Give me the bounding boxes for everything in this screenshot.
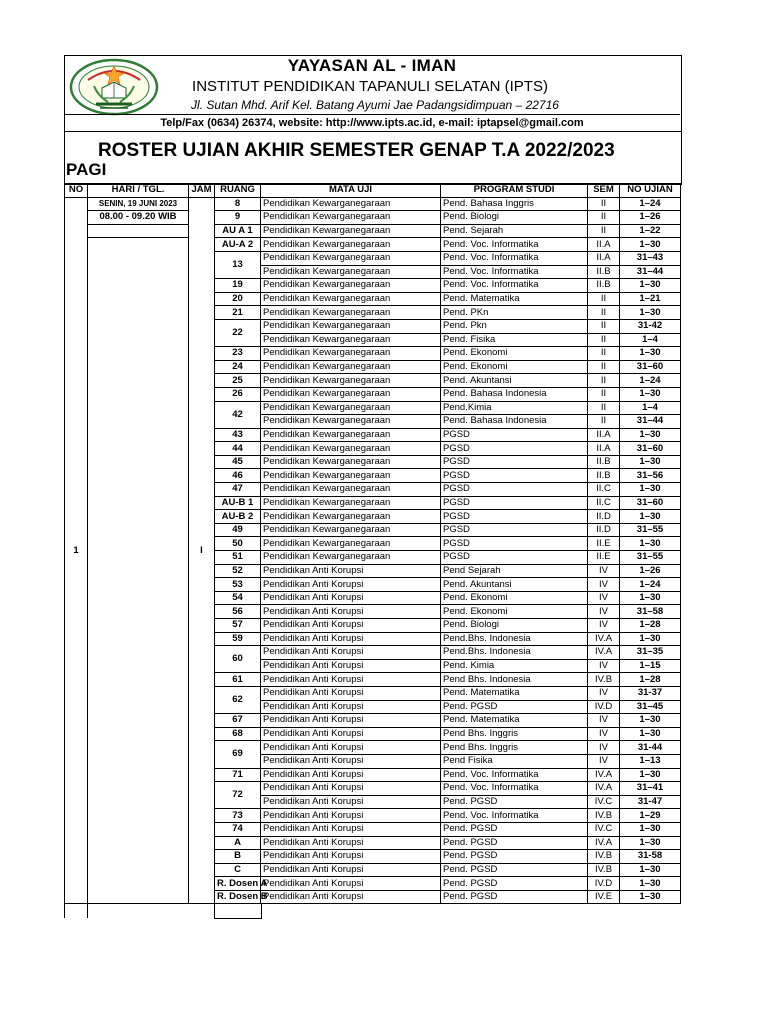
cell-program-studi: PGSD (441, 523, 588, 537)
cell-ruang: R. Dosen B (215, 890, 261, 904)
cell-program-studi: Pend. Voc. Informatika (441, 809, 588, 823)
cell-mata-uji: Pendidikan Kewarganegaraan (261, 415, 441, 429)
cell-no-ujian: 31-44 (620, 741, 681, 755)
cell-sem: IV.E (588, 890, 620, 904)
cell-sem: IV.B (588, 850, 620, 864)
cell-no-ujian: 31-47 (620, 795, 681, 809)
cell-ruang: 60 (215, 646, 261, 673)
cell-ruang: 49 (215, 523, 261, 537)
cell-mata-uji: Pendidikan Kewarganegaraan (261, 455, 441, 469)
cell-ruang: 23 (215, 347, 261, 361)
cell-mata-uji: Pendidikan Kewarganegaraan (261, 523, 441, 537)
cell-mata-uji: Pendidikan Kewarganegaraan (261, 224, 441, 238)
cell-no-ujian: 31–55 (620, 523, 681, 537)
cell-program-studi: Pend. PGSD (441, 863, 588, 877)
cell-sem: IV (588, 741, 620, 755)
cell-sem: IV (588, 686, 620, 700)
cell-ruang: AU-A 2 (215, 238, 261, 252)
cell-ruang: 72 (215, 782, 261, 809)
cell-no-ujian: 1–30 (620, 510, 681, 524)
cell-no-ujian: 31–60 (620, 496, 681, 510)
cell-program-studi: PGSD (441, 551, 588, 565)
cell-sem: IV.A (588, 836, 620, 850)
cell-sem: II (588, 224, 620, 238)
cell-program-studi: Pend. Matematika (441, 714, 588, 728)
cell-ruang: 68 (215, 727, 261, 741)
cell-no-ujian: 1–30 (620, 591, 681, 605)
column-header-sem: SEM (588, 184, 620, 198)
cell-mata-uji: Pendidikan Anti Korupsi (261, 741, 441, 755)
cell-sem: II.D (588, 510, 620, 524)
cell-sem: IV.B (588, 673, 620, 687)
cell-mata-uji: Pendidikan Anti Korupsi (261, 850, 441, 864)
cell-ruang: 46 (215, 469, 261, 483)
cell-no-ujian: 1–29 (620, 809, 681, 823)
cell-sem: II (588, 374, 620, 388)
cell-mata-uji: Pendidikan Anti Korupsi (261, 578, 441, 592)
cell-sem: II.B (588, 455, 620, 469)
cell-mata-uji: Pendidikan Anti Korupsi (261, 605, 441, 619)
cell-ruang: 51 (215, 551, 261, 565)
cell-mata-uji: Pendidikan Kewarganegaraan (261, 428, 441, 442)
cell-mata-uji: Pendidikan Anti Korupsi (261, 754, 441, 768)
cell-ruang: 71 (215, 768, 261, 782)
cell-ruang: 9 (215, 211, 261, 225)
cell-no-ujian: 31–44 (620, 415, 681, 429)
cell-sem: II.A (588, 442, 620, 456)
cell-ruang: 74 (215, 822, 261, 836)
cell-sem: IV (588, 754, 620, 768)
cell-mata-uji: Pendidikan Anti Korupsi (261, 619, 441, 633)
cell-program-studi: PGSD (441, 483, 588, 497)
cell-jam: I (189, 197, 215, 904)
cell-program-studi: PGSD (441, 428, 588, 442)
cell-no-ujian: 1–30 (620, 455, 681, 469)
cell-program-studi: Pend. Voc. Informatika (441, 251, 588, 265)
cell-no-ujian: 31–58 (620, 605, 681, 619)
cell-mata-uji: Pendidikan Anti Korupsi (261, 768, 441, 782)
cell-no-ujian: 1–30 (620, 836, 681, 850)
cell-sem: IV (588, 619, 620, 633)
cell-program-studi: Pend.Bhs. Indonesia (441, 632, 588, 646)
cell-program-studi: Pend. Voc. Informatika (441, 279, 588, 293)
table-header-row (65, 184, 681, 198)
cell-ruang: 47 (215, 483, 261, 497)
cell-program-studi: Pend. Sejarah (441, 224, 588, 238)
cell-sem: IV (588, 714, 620, 728)
column-header-ruang: RUANG (215, 184, 261, 198)
cell-sem: IV.C (588, 795, 620, 809)
cell-no-ujian: 1–24 (620, 374, 681, 388)
cell-no-ujian: 1–13 (620, 754, 681, 768)
cell-ruang: 56 (215, 605, 261, 619)
cell-no-ujian: 1–28 (620, 673, 681, 687)
column-header-no: NO (65, 184, 88, 198)
cell-no-ujian: 1–30 (620, 768, 681, 782)
cell-ruang: AU-B 1 (215, 496, 261, 510)
cell-no-ujian: 1–30 (620, 632, 681, 646)
cell-ruang: 20 (215, 292, 261, 306)
cell-program-studi: Pend. PGSD (441, 822, 588, 836)
cell-program-studi: Pend. Voc. Informatika (441, 768, 588, 782)
cell-mata-uji: Pendidikan Anti Korupsi (261, 659, 441, 673)
cell-hari-time: 08.00 - 09.20 WIB (88, 211, 189, 225)
cell-sem: IV (588, 591, 620, 605)
cell-no-ujian: 31-58 (620, 850, 681, 864)
cell-no-ujian: 1–30 (620, 537, 681, 551)
cell-no-ujian: 31–45 (620, 700, 681, 714)
cell-ruang: 67 (215, 714, 261, 728)
cell-mata-uji: Pendidikan Kewarganegaraan (261, 265, 441, 279)
column-header-hari: HARI / TGL. (88, 184, 189, 198)
cell-program-studi: Pend. Voc. Informatika (441, 238, 588, 252)
cell-program-studi: Pend. Voc. Informatika (441, 265, 588, 279)
cell-ruang: A (215, 836, 261, 850)
cell-ruang: 73 (215, 809, 261, 823)
cell-program-studi: Pend. Biologi (441, 211, 588, 225)
cell-no-ujian: 1–30 (620, 347, 681, 361)
cell-no-ujian: 1–30 (620, 279, 681, 293)
cell-mata-uji: Pendidikan Kewarganegaraan (261, 360, 441, 374)
cell-ruang: 24 (215, 360, 261, 374)
cell-sem: II.B (588, 469, 620, 483)
cell-program-studi: Pend.Kimia (441, 401, 588, 415)
cell-no-ujian: 31–41 (620, 782, 681, 796)
cell-no-ujian: 1–30 (620, 727, 681, 741)
cell-sem: II (588, 401, 620, 415)
table-row (65, 238, 681, 252)
table-row (65, 224, 681, 238)
cell-sem: II (588, 197, 620, 211)
cell-sem: IV.B (588, 863, 620, 877)
cell-program-studi: Pend Bhs. Inggris (441, 741, 588, 755)
cell-program-studi: Pend. Bahasa Inggris (441, 197, 588, 211)
cell-sem: IV (588, 727, 620, 741)
cell-mata-uji: Pendidikan Kewarganegaraan (261, 333, 441, 347)
cell-ruang: AU-B 2 (215, 510, 261, 524)
cell-sem: II (588, 211, 620, 225)
cell-program-studi: Pend. PGSD (441, 890, 588, 904)
cell-sem: II.C (588, 496, 620, 510)
cell-ruang: 43 (215, 428, 261, 442)
cell-sem: IV.A (588, 768, 620, 782)
cell-ruang: 8 (215, 197, 261, 211)
cell-program-studi: Pend Bhs. Indonesia (441, 673, 588, 687)
cell-ruang: 57 (215, 619, 261, 633)
cell-ruang: 50 (215, 537, 261, 551)
cell-hari-date: SENIN, 19 JUNI 2023 (88, 197, 189, 211)
cell-no-ujian: 1–30 (620, 877, 681, 891)
cell-ruang: 13 (215, 251, 261, 278)
cell-program-studi: Pend.Bhs. Indonesia (441, 646, 588, 660)
cell-ruang: 61 (215, 673, 261, 687)
cell-program-studi: Pend. PGSD (441, 850, 588, 864)
cell-ruang: R. Dosen A (215, 877, 261, 891)
cell-program-studi: Pend. PGSD (441, 877, 588, 891)
column-header-mata-uji: MATA UJI (261, 184, 441, 198)
cell-ruang: C (215, 863, 261, 877)
cell-no-ujian: 1–30 (620, 238, 681, 252)
cell-ruang: 19 (215, 279, 261, 293)
cell-no-ujian: 31–55 (620, 551, 681, 565)
cell-program-studi: PGSD (441, 469, 588, 483)
cell-program-studi: Pend. Bahasa Indonesia (441, 415, 588, 429)
cell-no-ujian: 1–24 (620, 578, 681, 592)
cell-ruang: 44 (215, 442, 261, 456)
cell-program-studi: Pend. Ekonomi (441, 605, 588, 619)
cell-program-studi: Pend Sejarah (441, 564, 588, 578)
cell-program-studi: Pend. Akuntansi (441, 374, 588, 388)
cell-sem: IV (588, 659, 620, 673)
cell-program-studi: Pend. Bahasa Indonesia (441, 387, 588, 401)
cell-sem: II (588, 347, 620, 361)
cell-program-studi: Pend. Ekonomi (441, 591, 588, 605)
table-tail-cell (214, 904, 262, 919)
cell-sem: II (588, 306, 620, 320)
cell-mata-uji: Pendidikan Anti Korupsi (261, 646, 441, 660)
cell-no-ujian: 31–44 (620, 265, 681, 279)
cell-sem: IV.D (588, 877, 620, 891)
cell-program-studi: Pend. Matematika (441, 292, 588, 306)
cell-mata-uji: Pendidikan Kewarganegaraan (261, 238, 441, 252)
cell-mata-uji: Pendidikan Kewarganegaraan (261, 496, 441, 510)
cell-sem: IV.B (588, 809, 620, 823)
cell-no-ujian: 1–15 (620, 659, 681, 673)
table-row (65, 211, 681, 225)
cell-program-studi: Pend. Fisika (441, 333, 588, 347)
cell-ruang: 26 (215, 387, 261, 401)
cell-sem: IV.D (588, 700, 620, 714)
cell-no-ujian: 31–43 (620, 251, 681, 265)
cell-program-studi: Pend. Ekonomi (441, 360, 588, 374)
cell-no-ujian: 1–30 (620, 483, 681, 497)
cell-sem: II (588, 360, 620, 374)
cell-sem: II (588, 387, 620, 401)
cell-no-ujian: 1–4 (620, 401, 681, 415)
cell-no-ujian: 31–35 (620, 646, 681, 660)
exam-schedule-table (64, 183, 681, 904)
cell-mata-uji: Pendidikan Anti Korupsi (261, 809, 441, 823)
cell-sem: IV (588, 605, 620, 619)
cell-mata-uji: Pendidikan Anti Korupsi (261, 686, 441, 700)
cell-mata-uji: Pendidikan Anti Korupsi (261, 632, 441, 646)
cell-ruang: 52 (215, 564, 261, 578)
cell-ruang: B (215, 850, 261, 864)
cell-no-ujian: 1–22 (620, 224, 681, 238)
column-header-program-studi: PROGRAM STUDI (441, 184, 588, 198)
table-tail-line (64, 904, 65, 918)
cell-mata-uji: Pendidikan Anti Korupsi (261, 591, 441, 605)
cell-ruang: AU A 1 (215, 224, 261, 238)
cell-program-studi: PGSD (441, 537, 588, 551)
cell-mata-uji: Pendidikan Kewarganegaraan (261, 483, 441, 497)
cell-mata-uji: Pendidikan Anti Korupsi (261, 795, 441, 809)
cell-sem: II (588, 333, 620, 347)
cell-mata-uji: Pendidikan Kewarganegaraan (261, 292, 441, 306)
cell-mata-uji: Pendidikan Anti Korupsi (261, 822, 441, 836)
cell-sem: II.A (588, 251, 620, 265)
foundation-name: YAYASAN AL - IMAN (287, 56, 457, 75)
cell-mata-uji: Pendidikan Kewarganegaraan (261, 306, 441, 320)
cell-sem: II.B (588, 265, 620, 279)
cell-no-ujian: 1–26 (620, 211, 681, 225)
cell-sem: II (588, 415, 620, 429)
cell-no-ujian: 1–30 (620, 428, 681, 442)
cell-mata-uji: Pendidikan Kewarganegaraan (261, 401, 441, 415)
cell-mata-uji: Pendidikan Kewarganegaraan (261, 347, 441, 361)
cell-sem: IV.A (588, 632, 620, 646)
cell-ruang: 69 (215, 741, 261, 768)
cell-program-studi: Pend. PKn (441, 306, 588, 320)
cell-sem: IV (588, 564, 620, 578)
cell-program-studi: Pend Bhs. Inggris (441, 727, 588, 741)
cell-mata-uji: Pendidikan Kewarganegaraan (261, 197, 441, 211)
cell-mata-uji: Pendidikan Kewarganegaraan (261, 211, 441, 225)
cell-mata-uji: Pendidikan Kewarganegaraan (261, 319, 441, 333)
cell-no-ujian: 1–30 (620, 890, 681, 904)
cell-sem: II (588, 319, 620, 333)
cell-program-studi: Pend. PGSD (441, 795, 588, 809)
cell-program-studi: Pend. Voc. Informatika (441, 782, 588, 796)
cell-mata-uji: Pendidikan Kewarganegaraan (261, 442, 441, 456)
cell-sem: II.E (588, 551, 620, 565)
cell-ruang: 22 (215, 319, 261, 346)
page-title: ROSTER UJIAN AKHIR SEMESTER GENAP T.A 2022/2023 (98, 140, 615, 161)
cell-mata-uji: Pendidikan Kewarganegaraan (261, 279, 441, 293)
cell-program-studi: Pend. Matematika (441, 686, 588, 700)
cell-sem: IV.A (588, 646, 620, 660)
cell-sem: II.C (588, 483, 620, 497)
cell-no: 1 (65, 197, 88, 904)
cell-no-ujian: 1–30 (620, 863, 681, 877)
cell-no-ujian: 31–56 (620, 469, 681, 483)
cell-program-studi: PGSD (441, 442, 588, 456)
cell-program-studi: PGSD (441, 455, 588, 469)
cell-mata-uji: Pendidikan Kewarganegaraan (261, 510, 441, 524)
cell-program-studi: Pend. Pkn (441, 319, 588, 333)
cell-program-studi: Pend. Kimia (441, 659, 588, 673)
contact-line: Telp/Fax (0634) 26374, website: http://www.ipts.ac.id, e-mail: iptapsel@gmail.com (64, 114, 680, 132)
cell-sem: II.D (588, 523, 620, 537)
cell-program-studi: Pend. Ekonomi (441, 347, 588, 361)
cell-mata-uji: Pendidikan Anti Korupsi (261, 714, 441, 728)
cell-mata-uji: Pendidikan Anti Korupsi (261, 877, 441, 891)
cell-sem: IV.A (588, 782, 620, 796)
cell-no-ujian: 1–30 (620, 714, 681, 728)
session-label: PAGI (66, 160, 107, 179)
cell-mata-uji: Pendidikan Anti Korupsi (261, 836, 441, 850)
cell-mata-uji: Pendidikan Anti Korupsi (261, 727, 441, 741)
cell-program-studi: PGSD (441, 496, 588, 510)
cell-mata-uji: Pendidikan Anti Korupsi (261, 673, 441, 687)
cell-program-studi: PGSD (441, 510, 588, 524)
cell-mata-uji: Pendidikan Anti Korupsi (261, 700, 441, 714)
cell-program-studi: Pend. Biologi (441, 619, 588, 633)
cell-mata-uji: Pendidikan Kewarganegaraan (261, 469, 441, 483)
cell-sem: IV (588, 578, 620, 592)
cell-no-ujian: 1–30 (620, 306, 681, 320)
cell-sem: II.A (588, 238, 620, 252)
cell-ruang: 45 (215, 455, 261, 469)
cell-mata-uji: Pendidikan Anti Korupsi (261, 863, 441, 877)
cell-no-ujian: 1–28 (620, 619, 681, 633)
cell-ruang: 21 (215, 306, 261, 320)
cell-mata-uji: Pendidikan Kewarganegaraan (261, 551, 441, 565)
cell-no-ujian: 1–30 (620, 822, 681, 836)
cell-mata-uji: Pendidikan Anti Korupsi (261, 564, 441, 578)
cell-mata-uji: Pendidikan Anti Korupsi (261, 782, 441, 796)
cell-sem: II.A (588, 428, 620, 442)
cell-mata-uji: Pendidikan Kewarganegaraan (261, 374, 441, 388)
cell-ruang: 54 (215, 591, 261, 605)
table-tail-line (87, 904, 88, 918)
address-line: Jl. Sutan Mhd. Arif Kel. Batang Ayumi Jae Padangsidimpuan – 22716 (191, 98, 559, 112)
cell-sem: II.B (588, 279, 620, 293)
cell-no-ujian: 31–60 (620, 360, 681, 374)
cell-sem: II (588, 292, 620, 306)
cell-mata-uji: Pendidikan Kewarganegaraan (261, 537, 441, 551)
table-row (65, 197, 681, 211)
cell-mata-uji: Pendidikan Kewarganegaraan (261, 387, 441, 401)
cell-no-ujian: 1–30 (620, 387, 681, 401)
cell-hari-empty (88, 224, 189, 238)
cell-sem: II.E (588, 537, 620, 551)
column-header-jam: JAM (189, 184, 215, 198)
cell-no-ujian: 1–4 (620, 333, 681, 347)
cell-ruang: 42 (215, 401, 261, 428)
institute-name: INSTITUT PENDIDIKAN TAPANULI SELATAN (IPTS) (192, 78, 548, 95)
cell-ruang: 53 (215, 578, 261, 592)
table-body (65, 197, 681, 904)
cell-no-ujian: 1–24 (620, 197, 681, 211)
cell-sem: IV.C (588, 822, 620, 836)
cell-no-ujian: 31-37 (620, 686, 681, 700)
cell-program-studi: Pend Fisika (441, 754, 588, 768)
cell-program-studi: Pend. Akuntansi (441, 578, 588, 592)
cell-no-ujian: 1–26 (620, 564, 681, 578)
cell-hari-merged (88, 238, 189, 904)
cell-program-studi: Pend. PGSD (441, 836, 588, 850)
cell-no-ujian: 31–60 (620, 442, 681, 456)
cell-mata-uji: Pendidikan Kewarganegaraan (261, 251, 441, 265)
cell-ruang: 59 (215, 632, 261, 646)
column-header-no-ujian: NO UJIAN (620, 184, 681, 198)
cell-mata-uji: Pendidikan Anti Korupsi (261, 890, 441, 904)
cell-program-studi: Pend. PGSD (441, 700, 588, 714)
cell-no-ujian: 31-42 (620, 319, 681, 333)
cell-no-ujian: 1–21 (620, 292, 681, 306)
cell-ruang: 62 (215, 686, 261, 713)
cell-ruang: 25 (215, 374, 261, 388)
